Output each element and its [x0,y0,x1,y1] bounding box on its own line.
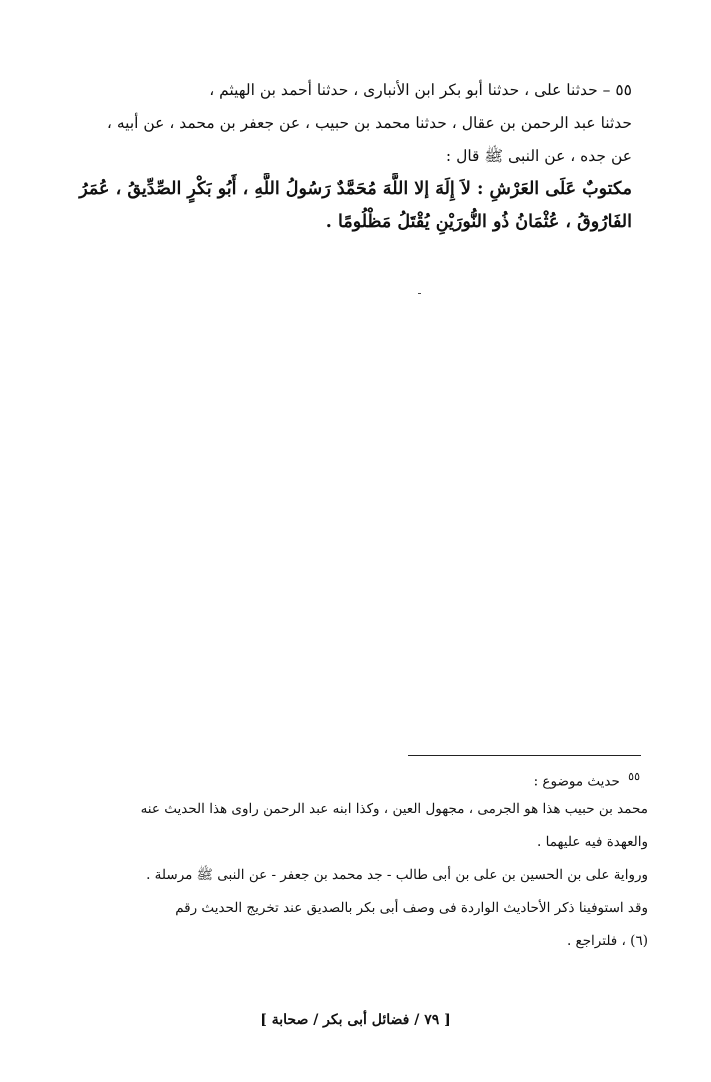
footnote-grade: حديث موضوع : [533,773,620,790]
footnotes [52,760,648,958]
hadith-line-1: ٥٥ – حدثنا على ، حدثنا أبو بكر ابن الأنبارى ، حدثنا أحمد بن الهيثم ، [209,81,632,99]
footnote-heading [52,760,648,793]
stray-mark [418,293,421,294]
footnote-line-5: (٦) ، فلتراجع . [566,933,648,949]
hadith-line-2: حدثنا عبد الرحمن بن عقال ، حدثنا محمد بن حبيب ، عن جعفر بن محمد ، عن أبيه ، [106,114,632,132]
footnote-line-4: وقد استوفينا ذكر الأحاديث الواردة فى وصف أبى بكر بالصديق عند تخريج الحديث رقم [175,900,648,916]
hadith-text-line-1: مكتوبٌ عَلَى العَرْشِ : لاَ إِلَهَ إلا اللَّهَ مُحَمَّدٌ رَسُولُ اللَّهِ ، أَبُو بَكْرٍ الصِّدِّيقُ ، عُمَرُ [79,179,632,199]
footnote-number: ٥٥ [628,770,640,783]
hadith-line-3: عن جده ، عن النبى ﷺ قال : [445,147,632,165]
page-footer: [ ٧٩ / فضائل أبى بكر / صحابة ] [260,1012,451,1028]
footnote-line-1: محمد بن حبيب هذا هو الجرمى ، مجهول العين ، وكذا ابنه عبد الرحمن راوى هذا الحديث عنه [140,801,648,817]
footnote-line-3: ورواية على بن الحسين بن على بن أبى طالب - جد محمد بن جعفر - عن النبى ﷺ مرسلة . [146,867,648,883]
hadith-text-line-2: الفَارُوقُ ، عُثْمَانُ ذُو النُّورَيْنِ يُقْتَلُ مَظْلُومًا . [325,212,632,232]
hadith-body [52,74,632,239]
footnote-line-2: والعهدة فيه عليهما . [537,834,648,850]
footnote-divider [408,755,641,756]
